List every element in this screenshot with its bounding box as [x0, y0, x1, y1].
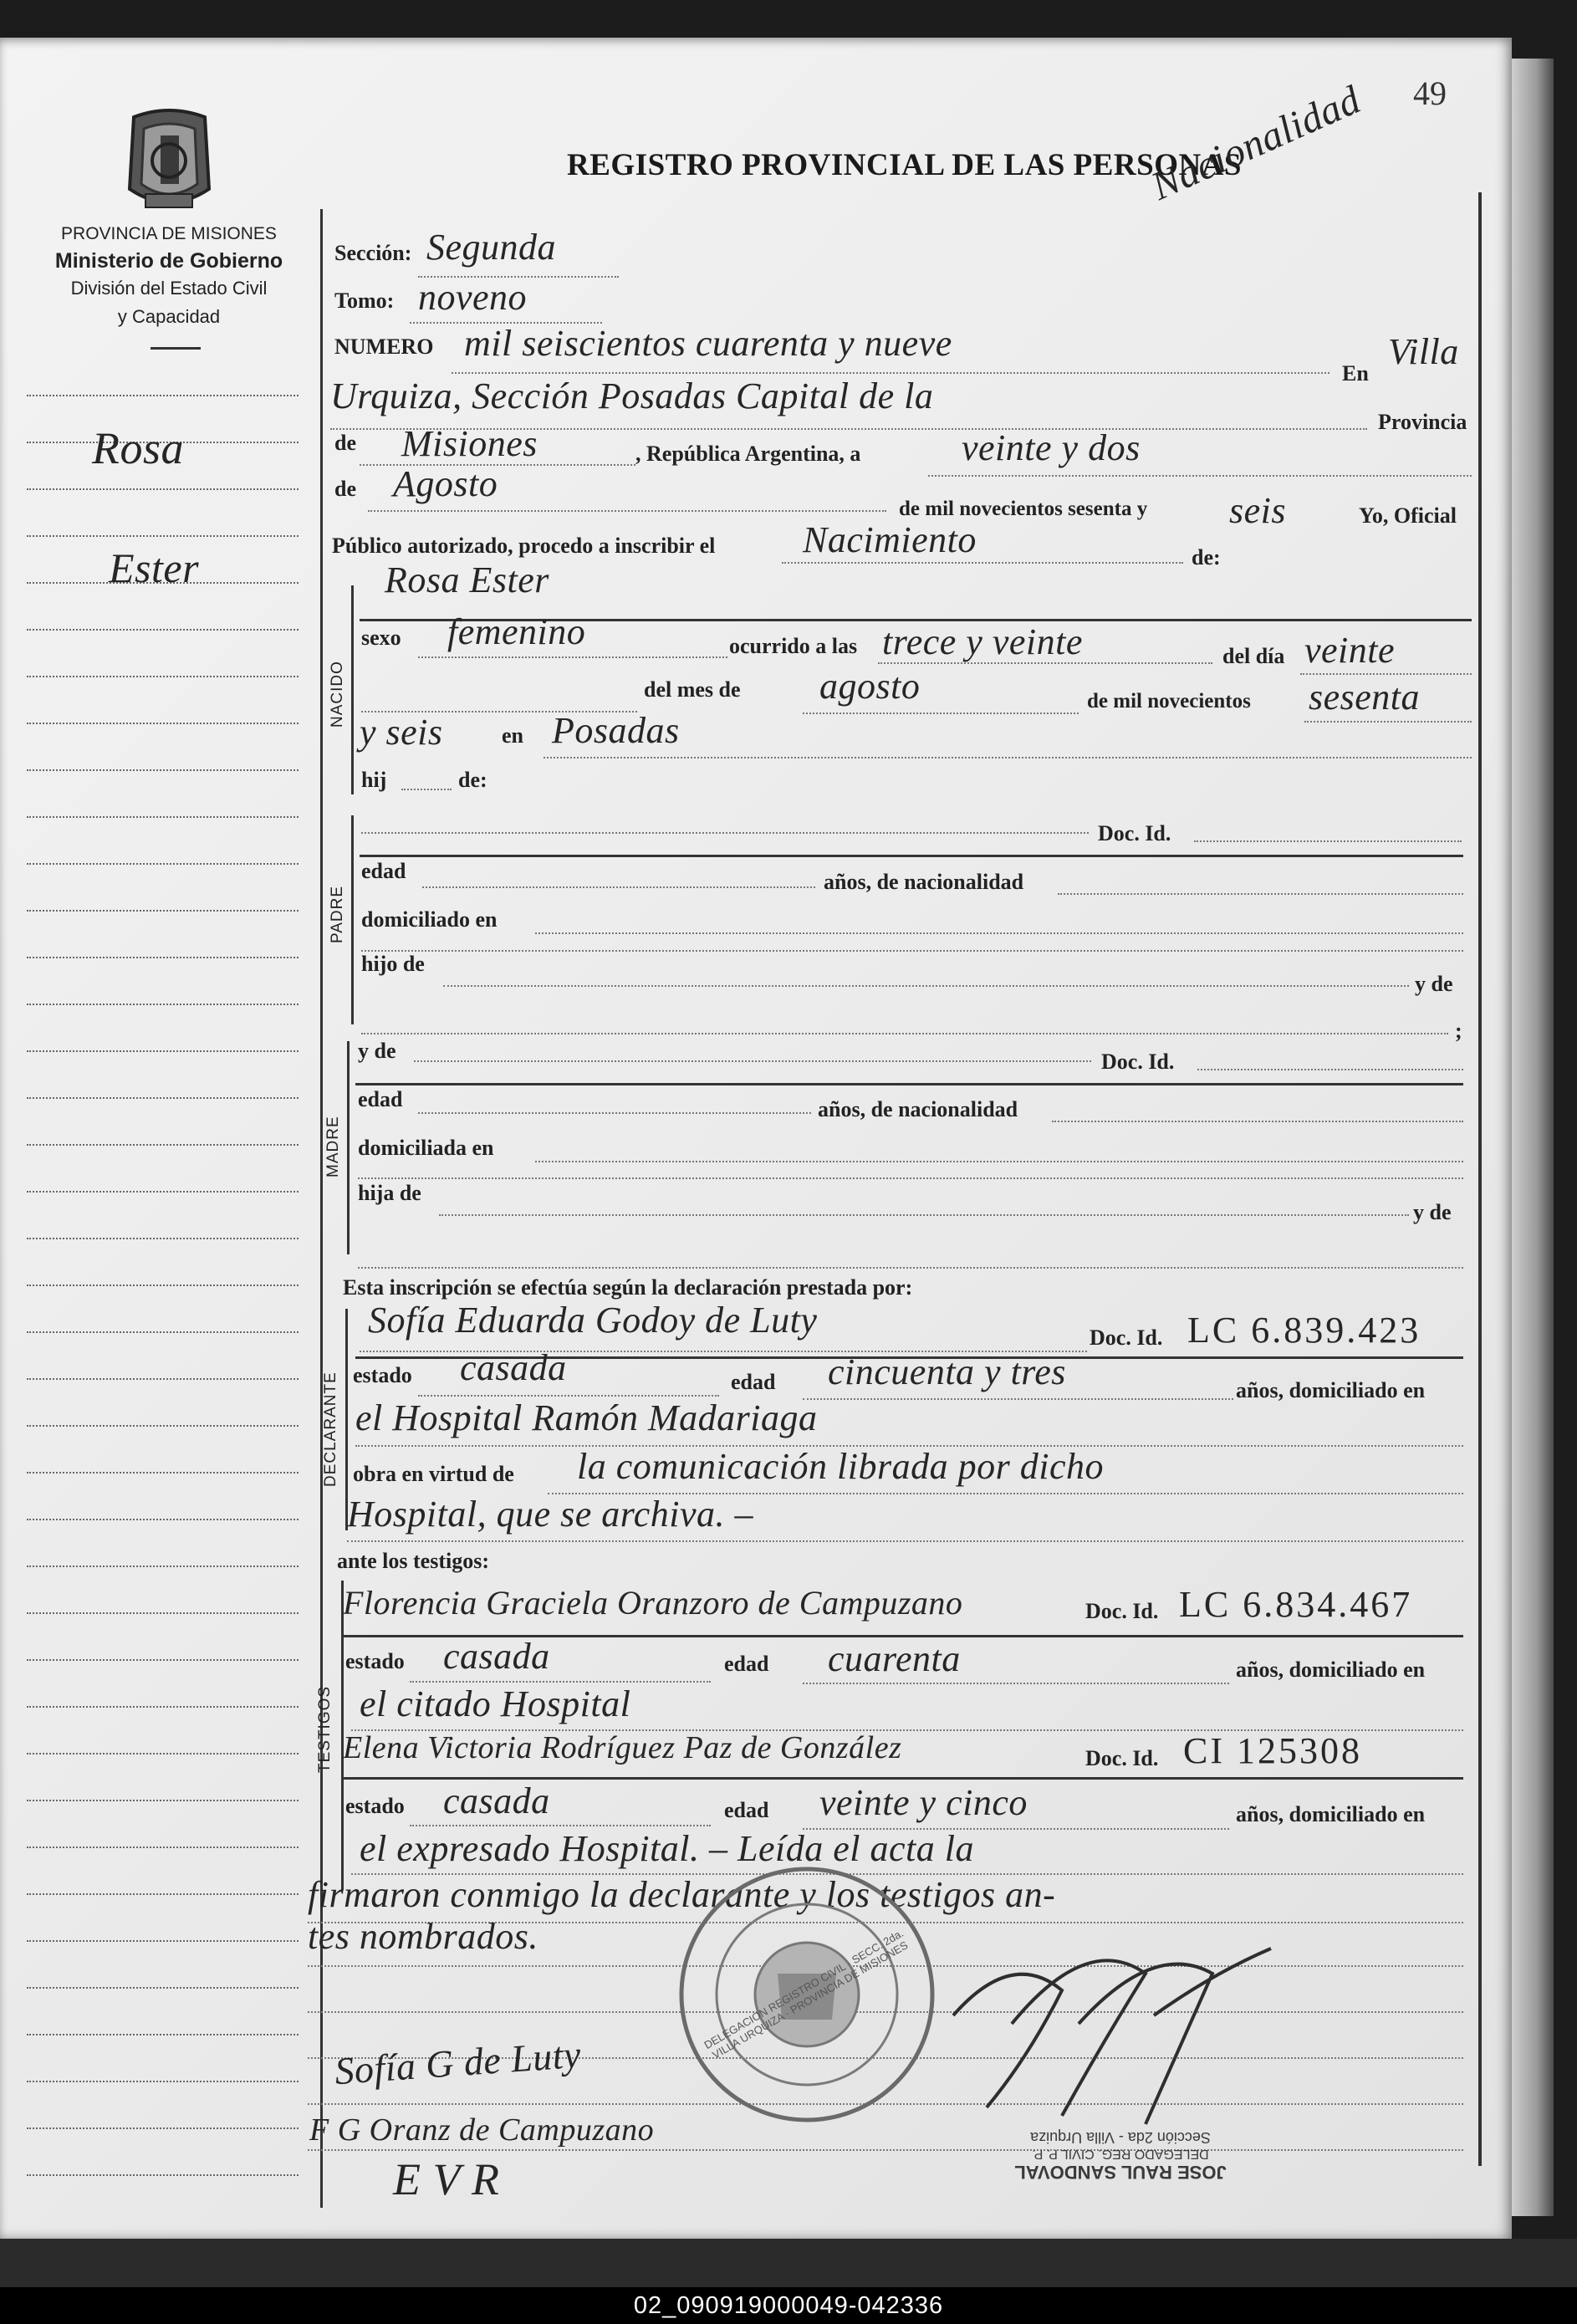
testigo-2-edad-value: veinte y cinco: [819, 1782, 1028, 1823]
testigos-ante-label: ante los testigos:: [337, 1549, 489, 1573]
anio-value-2: y seis: [360, 712, 443, 753]
declarante-edad-value: cincuenta y tres: [828, 1351, 1066, 1392]
margin-ruled-line: [27, 957, 299, 958]
padre-domicilio-label: domiciliado en: [361, 907, 498, 932]
margin-ruled-line: [27, 629, 299, 631]
signature-declarante: Sofía G de Luty: [333, 2032, 583, 2093]
declarante-estado-label: estado: [353, 1363, 412, 1387]
padre-doc-label: Doc. Id.: [1098, 821, 1171, 845]
province-value: Misiones: [401, 423, 538, 464]
bottom-strip: [0, 2239, 1577, 2287]
margin-ruled-line: [27, 2081, 299, 2082]
testigo-1-estado-value: casada: [443, 1636, 550, 1677]
sexo-label: sexo: [361, 626, 401, 650]
testigo-2-doc-value: CI 125308: [1183, 1730, 1362, 1771]
padre-edad-label: edad: [361, 859, 406, 883]
margin-name-line-1: Rosa: [92, 423, 184, 473]
margin-ruled-line: [27, 1285, 299, 1286]
padre-hijo-label: hijo de: [361, 952, 425, 976]
madre-nacionalidad-label: años, de nacionalidad: [818, 1097, 1018, 1121]
province-name: PROVINCIA DE MISIONES: [61, 224, 277, 243]
margin-ruled-line: [27, 1238, 299, 1239]
round-seal-text: DELEGACION REGISTRO CIVIL · SECC. 2da. VILLA URQUIZA · PROVINCIA DE MISIONES: [702, 1926, 911, 2061]
testigo-1-domicilio-value: el citado Hospital: [360, 1683, 631, 1724]
declarante-name: Sofía Eduarda Godoy de Luty: [368, 1300, 818, 1341]
officer-signature-icon: [937, 1898, 1288, 2149]
margin-ruled-line: [27, 1706, 299, 1708]
ministry-name: Ministerio de Gobierno: [54, 249, 283, 273]
testigo-2-doc-label: Doc. Id.: [1085, 1746, 1159, 1770]
de-label-2: de: [334, 477, 356, 501]
madre-hija-label: hija de: [358, 1181, 421, 1205]
madre-y-de-label: y de: [358, 1039, 396, 1063]
declarante-obra-value: la comunicación librada por dicho: [577, 1446, 1104, 1487]
padre-doc-rule: [360, 855, 1463, 857]
mes-label: del mes de: [644, 677, 741, 702]
provincial-seal-icon: [117, 107, 222, 214]
place-start: Villa: [1388, 331, 1459, 372]
madre-doc-rule: [355, 1083, 1463, 1085]
padre-semicolon: ;: [1455, 1019, 1462, 1043]
page-number: 49: [1413, 74, 1447, 112]
margin-ruled-line: [27, 1331, 299, 1333]
hij-label: hij: [361, 768, 387, 792]
margin-ruled-line: [27, 2034, 299, 2035]
margin-ruled-line: [27, 1050, 299, 1052]
division-line-2: y Capacidad: [117, 306, 221, 327]
year-value: seis: [1229, 490, 1286, 531]
margin-ruled-line: [27, 2127, 299, 2129]
testigo-2-estado-label: estado: [345, 1794, 405, 1818]
testigo-2-estado-value: casada: [443, 1780, 550, 1821]
dia-value: veinte: [1304, 630, 1396, 671]
numero-label: NUMERO: [334, 335, 434, 359]
mes-value: agosto: [819, 666, 921, 707]
closing-line-2: tes nombrados.: [308, 1916, 538, 1957]
en-label-nacido: en: [502, 723, 523, 748]
acto-value: Nacimiento: [803, 519, 977, 560]
padre-bracket: [351, 815, 354, 1024]
place-line: Urquiza, Sección Posadas Capital de la: [330, 375, 934, 416]
testigo-2-edad-label: edad: [724, 1798, 769, 1822]
testigo-2-domicilio-value: el expresado Hospital. – Leída el acta la: [360, 1828, 974, 1869]
document-title: REGISTRO PROVINCIAL DE LAS PERSONAS: [567, 148, 1243, 182]
ocurrido-label: ocurrido a las: [729, 634, 858, 658]
republica-label: , República Argentina, a: [635, 442, 861, 466]
day-value: veinte y dos: [962, 427, 1141, 468]
padre-nacionalidad-label: años, de nacionalidad: [824, 870, 1024, 894]
declarante-domicilio-label: años, domiciliado en: [1236, 1378, 1426, 1402]
margin-ruled-line: [27, 1144, 299, 1146]
margin-ruled-line: [27, 1753, 299, 1754]
numero-value: mil seiscientos cuarenta y nueve: [464, 323, 952, 364]
margin-ruled-line: [27, 535, 299, 537]
madre-domicilio-label: domiciliada en: [358, 1136, 494, 1160]
madre-y-de-label-2: y de: [1413, 1200, 1452, 1224]
testigo-2-name: Elena Victoria Rodríguez Paz de González: [343, 1730, 902, 1765]
division-line-1: División del Estado Civil: [70, 278, 268, 299]
testigos-label: TESTIGOS: [316, 1685, 334, 1773]
declarante-intro: Esta inscripción se efectúa según la declaración prestada por:: [343, 1275, 913, 1300]
anio-value: sesenta: [1309, 677, 1421, 718]
margin-ruled-line: [27, 676, 299, 677]
anio-label: de mil novecientos: [1087, 690, 1251, 713]
margin-ruled-line: [27, 1004, 299, 1005]
testigo-1-edad-value: cuarenta: [828, 1638, 961, 1679]
signature-ruled-line: [308, 2149, 1463, 2151]
nacido-bracket: [351, 585, 354, 794]
sexo-value: femenino: [447, 611, 586, 652]
margin-ruled-line: [27, 769, 299, 771]
month-value: Agosto: [393, 463, 498, 504]
madre-doc-label: Doc. Id.: [1101, 1050, 1175, 1074]
declarante-label: DECLARANTE: [322, 1371, 339, 1487]
official-stamp-line-1: JOSE RAUL SANDOVAL: [1014, 2162, 1227, 2183]
margin-ruled-line: [27, 816, 299, 818]
margin-ruled-line: [27, 1566, 299, 1567]
closing-line-1: firmaron conmigo la declarante y los testigos an-: [308, 1874, 1056, 1915]
margin-ruled-line: [27, 1800, 299, 1801]
margin-ruled-line: [27, 2174, 299, 2176]
declarante-doc-value: LC 6.839.423: [1187, 1310, 1421, 1351]
heading-divider: [151, 347, 201, 350]
margin-ruled-line: [27, 395, 299, 396]
de-label: de: [334, 431, 356, 455]
declarante-obra-label: obra en virtud de: [353, 1462, 514, 1486]
margin-ruled-line: [27, 1659, 299, 1661]
margin-ruled-line: [27, 1987, 299, 1989]
signature-testigo-1: F G Oranz de Campuzano: [309, 2112, 655, 2148]
testigo-1-estado-label: estado: [345, 1649, 405, 1673]
declarante-doc-label: Doc. Id.: [1090, 1325, 1163, 1350]
declarante-estado-value: casada: [460, 1347, 567, 1388]
lugar-value: Posadas: [552, 710, 680, 751]
margin-ruled-line: [27, 1097, 299, 1099]
margin-name-line-2: Ester: [109, 544, 200, 591]
madre-bracket: [347, 1041, 350, 1254]
declarante-obra-value-2: Hospital, que se archiva. –: [347, 1494, 754, 1535]
tomo-value: noveno: [418, 277, 528, 318]
margin-ruled-line: [27, 1846, 299, 1848]
seccion-label: Sección:: [334, 241, 412, 265]
testigo-1-domicilio-label: años, domiciliado en: [1236, 1657, 1426, 1682]
margin-ruled-line: [27, 1519, 299, 1520]
testigo-2-domicilio-label: años, domiciliado en: [1236, 1802, 1426, 1826]
form-right-border: [1478, 192, 1482, 2166]
padre-label: PADRE: [329, 885, 346, 943]
publico-label: Público autorizado, procedo a inscribir el: [332, 534, 716, 558]
year-label: de mil novecientos sesenta y: [899, 498, 1148, 520]
official-stamp-line-3: Sección 2da - Villa Urquiza: [1030, 2129, 1211, 2146]
testigo-1-doc-value: LC 6.834.467: [1179, 1584, 1413, 1625]
margin-ruled-line: [27, 1472, 299, 1474]
page-edge: [1512, 59, 1554, 2216]
margin-ruled-line: [27, 488, 299, 490]
madre-label: MADRE: [324, 1116, 342, 1177]
en-label: En: [1342, 361, 1369, 386]
testigo-1-name: Florencia Graciela Oranzoro de Campuzano: [343, 1584, 963, 1622]
padre-y-de-label: y de: [1415, 972, 1453, 996]
hora-value: trece y veinte: [882, 621, 1083, 662]
oficial-label: Yo, Oficial: [1359, 503, 1457, 528]
margin-ruled-line: [27, 863, 299, 865]
margin-ruled-line: [27, 1612, 299, 1614]
provincia-label: Provincia: [1378, 410, 1467, 434]
nacido-label: NACIDO: [329, 661, 346, 728]
margin-ruled-line: [27, 1425, 299, 1427]
margin-ruled-line: [27, 1893, 299, 1895]
image-id-caption: 02_090919000049-042336: [0, 2287, 1577, 2324]
seccion-value: Segunda: [426, 227, 557, 268]
nacido-name: Rosa Ester: [385, 559, 549, 600]
margin-annotation: Nacionalidad: [1145, 77, 1367, 209]
margin-ruled-line: [27, 910, 299, 912]
tomo-label: Tomo:: [334, 289, 395, 313]
margin-ruled-line: [27, 1378, 299, 1380]
margin-ruled-line: [27, 1191, 299, 1193]
de-colon-label: de:: [1192, 545, 1221, 570]
testigo-1-edad-label: edad: [724, 1652, 769, 1676]
declarante-domicilio-value: el Hospital Ramón Madariaga: [355, 1397, 818, 1438]
margin-ruled-line: [27, 723, 299, 724]
signature-testigo-2: E V R: [393, 2154, 500, 2204]
declarante-edad-label: edad: [731, 1370, 776, 1394]
margin-ruled-line: [27, 1940, 299, 1942]
hij-de-label: de:: [458, 768, 487, 792]
testigo-1-doc-label: Doc. Id.: [1085, 1599, 1159, 1623]
madre-edad-label: edad: [358, 1087, 403, 1111]
official-stamp-line-2: DELEGADO REG. CIVIL P. P.: [1032, 2147, 1209, 2161]
dia-label: del día: [1222, 644, 1285, 668]
